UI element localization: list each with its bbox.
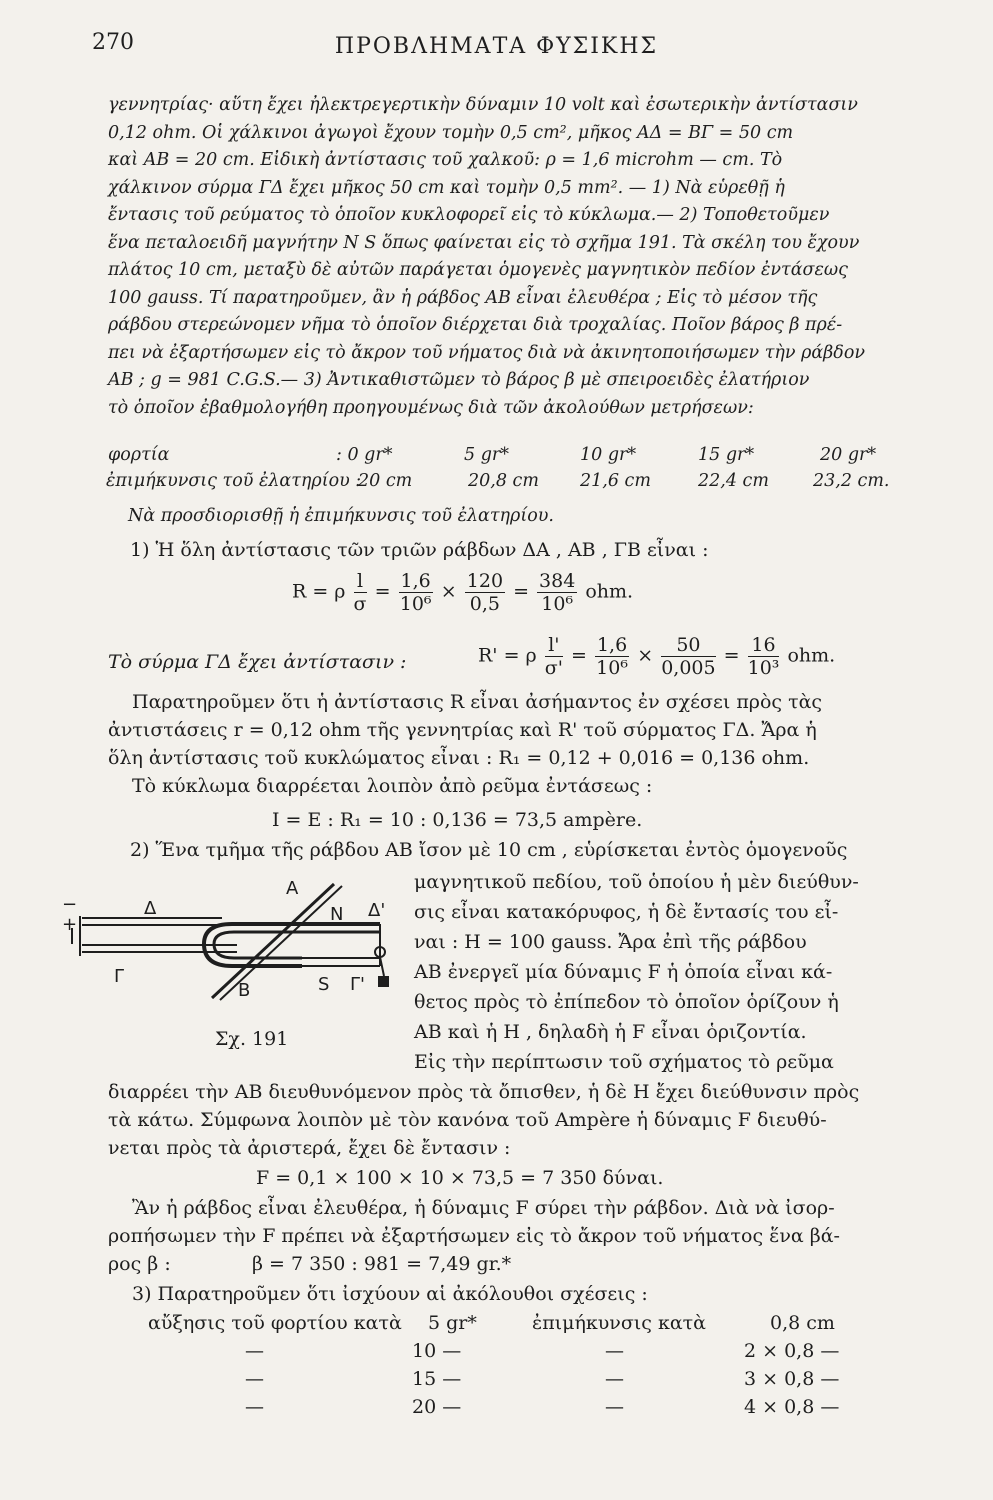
relation-extension: 4 × 0,8 —	[744, 1396, 840, 1418]
equals-sign: =	[513, 580, 529, 603]
running-title: ΠΡΟΒΛΗΜΑΤΑ ΦΥΣΙΚΗΣ	[334, 34, 659, 59]
equation-total-resistance	[292, 570, 633, 615]
relation-load: 5 gr*	[428, 1312, 477, 1334]
extension-label: ἐπιμήκυνσις τοῦ ἐλατηρίου :	[106, 471, 362, 491]
equation-current: I = E : R₁ = 10 : 0,136 = 73,5 ampère.	[272, 809, 643, 831]
label-plus: +	[62, 914, 78, 935]
part2-line: διαρρέει τὴν ΑΒ διευθυνόμενον πρὸς τὰ ὄπισθεν, ἡ δὲ Η ἔχει διεύθυνσιν πρὸς	[108, 1081, 860, 1103]
denominator: 10⁶	[541, 593, 574, 615]
equation-force: F = 0,1 × 100 × 10 × 73,5 = 7 350 δύναι.	[256, 1167, 664, 1189]
numerator: 50	[661, 634, 715, 657]
denominator: 0,005	[661, 657, 716, 679]
problem-line: ἔντασις τοῦ ρεύματος τὸ ὁποῖον κυκλοφορεῖ εἰς τὸ κύκλωμα.— 2) Τοποθετοῦμεν	[108, 205, 830, 225]
ditto-mark: —	[605, 1396, 624, 1418]
fraction	[399, 570, 433, 615]
problem-line: καὶ ΑΒ = 20 cm. Εἰδικὴ ἀντίστασις τοῦ χαλκοῦ: ρ = 1,6 microhm — cm. Τὸ	[108, 150, 783, 170]
denominator: σ	[353, 593, 367, 615]
fraction	[661, 634, 715, 679]
denominator: σ'	[544, 657, 563, 679]
measurement-table	[108, 443, 938, 499]
problem-line: 100 gauss. Τί παρατηροῦμεν, ἂν ἡ ράβδος ΑΒ εἶναι ἐλευθέρα ; Εἰς τὸ μέσον τῆς	[108, 287, 818, 308]
eq-lhs: R = ρ	[292, 580, 346, 603]
load-label: φορτία	[108, 445, 170, 465]
problem-closing	[128, 503, 958, 531]
problem-statement	[108, 92, 938, 422]
problem-line: ΑΒ ; g = 981 C.G.S.— 3) Ἀντικαθιστῶμεν τὸ βάρος β μὲ σπειροειδὲς ἐλατήριον	[108, 370, 810, 390]
load-value: 5 gr*	[464, 445, 510, 465]
problem-closing-text: Νὰ προσδιορισθῇ ἡ ἐπιμήκυνσις τοῦ ἐλατηρίου.	[128, 506, 554, 526]
load-increase-label: αὔξησις τοῦ φορτίου κατὰ	[148, 1312, 402, 1334]
label-g-prime: Γ'	[350, 974, 365, 995]
current-intro: Τὸ κύκλωμα διαρρέεται λοιπὸν ἀπὸ ρεῦμα ἐντάσεως :	[132, 775, 653, 797]
problem-line: ράβδου στερεώνομεν νῆμα τὸ ὁποῖον διέρχεται διὰ τροχαλίας. Ποῖον βάρος β πρέ-	[108, 315, 843, 335]
load-value: 20 gr*	[820, 445, 877, 465]
side-text-line: ναι : H = 100 gauss. Ἄρα ἐπὶ τῆς ράβδου	[414, 931, 807, 953]
label-n: N	[330, 904, 344, 925]
problem-line: γεννητρίας· αὕτη ἔχει ἠλεκτρεγερτικὴν δύναμιν 10 volt καὶ ἐσωτερικὴν ἀντίστασιν	[108, 95, 858, 115]
fraction	[595, 634, 629, 679]
fraction	[545, 634, 563, 679]
side-text-line: θετος πρὸς τὸ ἐπίπεδον τὸ ὁποῖον ὁρίζουν ἡ	[414, 991, 839, 1013]
side-text-line: ΑΒ καὶ ἡ Η , δηλαδὴ ἡ F εἶναι ὁριζοντία.	[414, 1021, 807, 1043]
ditto-mark: —	[245, 1340, 264, 1362]
fraction	[465, 570, 505, 615]
relation-load: 15 —	[412, 1368, 462, 1390]
ditto-mark: —	[245, 1368, 264, 1390]
free-rod-line: Ἂν ἡ ράβδος εἶναι ἐλευθέρα, ἡ δύναμις F σύρει τὴν ράβδον. Διὰ νὰ ἰσορ-	[132, 1197, 835, 1219]
rod-ab	[212, 884, 334, 998]
equals-sign: =	[723, 644, 740, 667]
label-a: A	[286, 878, 299, 899]
label-d-prime: Δ'	[368, 900, 386, 921]
free-rod-line: ροπήσωμεν τὴν F πρέπει νὰ ἐξαρτήσωμεν εἰς τὸ ἄκρον τοῦ νήματος ἕνα βά-	[108, 1225, 840, 1247]
string	[380, 957, 384, 976]
numerator: l	[354, 570, 367, 593]
numerator: 120	[466, 570, 504, 592]
numerator: l'	[545, 634, 563, 657]
problem-line: πει νὰ ἐξαρτήσωμεν εἰς τὸ ἄκρον τοῦ νήματος διὰ νὰ ἀκινητοποιήσωμεν τὴν ράβδον	[108, 342, 866, 363]
figure-191-diagram	[62, 872, 402, 1002]
unit: ohm.	[585, 580, 634, 603]
solution-part1-intro: 1) Ἡ ὅλη ἀντίστασις τῶν τριῶν ράβδων ΔΑ , ΑΒ , ΓΒ εἶναι :	[130, 539, 709, 561]
extension-value: 20 cm	[358, 471, 413, 491]
relation-extension: 2 × 0,8 —	[744, 1340, 840, 1362]
numerator: 16	[748, 634, 780, 657]
problem-line: ἕνα πεταλοειδῆ μαγνήτην N S ὅπως φαίνεται εἰς τὸ σχῆμα 191. Τὰ σκέλη του ἔχουν	[108, 232, 860, 253]
extension-value: 20,8 cm	[468, 471, 539, 491]
observation-line: ἀντιστάσεις r = 0,12 ohm τῆς γεννητρίας καὶ R' τοῦ σύρματος ΓΔ. Ἄρα ἡ	[108, 719, 817, 741]
fraction	[537, 570, 577, 615]
problem-line: χάλκινον σύρμα ΓΔ ἔχει μῆκος 50 cm καὶ τομὴν 0,5 mm². — 1) Νὰ εὑρεθῇ ἡ	[108, 177, 785, 198]
label-s: S	[318, 974, 330, 995]
numerator: 1,6	[596, 634, 628, 656]
relation-load: 20 —	[412, 1396, 462, 1418]
relation-load: 10 —	[412, 1340, 462, 1362]
denominator: 0,5	[469, 593, 500, 615]
unit: ohm.	[787, 644, 836, 667]
times-sign: ×	[637, 644, 654, 667]
fraction	[354, 570, 367, 615]
relation-extension: 0,8 cm	[770, 1312, 835, 1334]
problem-line: πλάτος 10 cm, μεταξὺ δὲ αὐτῶν παράγεται ὁμογενὲς μαγνητικὸν πεδίον ἐντάσεως	[108, 260, 848, 280]
extension-label: ἐπιμήκυνσις κατὰ	[532, 1312, 706, 1334]
equation-wire-resistance	[478, 634, 835, 679]
figure-caption: Σχ. 191	[215, 1028, 289, 1050]
times-sign: ×	[440, 580, 457, 603]
problem-line: τὸ ὁποῖον ἐβαθμολογήθη προηγουμένως διὰ τῶν ἀκολούθων μετρήσεων:	[108, 397, 754, 418]
ditto-mark: —	[605, 1368, 624, 1390]
label-g: Γ	[114, 966, 125, 987]
numerator: 1,6	[400, 570, 431, 592]
denominator: 10⁶	[596, 657, 628, 679]
label-minus: −	[62, 894, 78, 915]
eq-lhs: R' = ρ	[478, 644, 537, 667]
equals-sign: =	[374, 580, 391, 603]
load-value: 10 gr*	[580, 445, 637, 465]
extension-value: 23,2 cm.	[813, 471, 890, 491]
solution-part2-intro: 2) Ἕνα τμῆμα τῆς ράβδου ΑΒ ἴσον μὲ 10 cm , εὑρίσκεται ἐντὸς ὁμογενοῦς	[130, 839, 848, 861]
part2-line: νεται πρὸς τὰ ἀριστερά, ἔχει δὲ ἔντασιν :	[108, 1137, 511, 1159]
denominator: 10⁶	[399, 593, 432, 615]
side-text-line: ΑΒ ἐνεργεῖ μία δύναμις F ἡ ὁποία εἶναι κά-	[414, 961, 833, 983]
weight-label: ρος β :	[108, 1253, 171, 1275]
load-value: 15 gr*	[698, 445, 755, 465]
label-d: Δ	[144, 898, 157, 919]
problem-line: 0,12 ohm. Οἱ χάλκινοι ἀγωγοὶ ἔχουν τομὴν 0,5 cm², μῆκος ΑΔ = ΒΓ = 50 cm	[108, 122, 794, 143]
label-b: B	[238, 980, 251, 1001]
numerator: 384	[539, 570, 576, 592]
ditto-mark: —	[605, 1340, 624, 1362]
extension-value: 22,4 cm	[698, 471, 769, 491]
observation-line: ὅλη ἀντίστασις τοῦ κυκλώματος εἶναι : R₁ = 0,12 + 0,016 = 0,136 ohm.	[108, 747, 810, 769]
load-value: : 0 gr*	[336, 445, 393, 465]
side-text-line: Εἰς τὴν περίπτωσιν τοῦ σχήματος τὸ ρεῦμα	[414, 1051, 834, 1073]
relation-extension: 3 × 0,8 —	[744, 1368, 840, 1390]
solution-part3-intro: 3) Παρατηροῦμεν ὅτι ἰσχύουν αἱ ἀκόλουθοι σχέσεις :	[132, 1283, 648, 1305]
side-text-line: μαγνητικοῦ πεδίου, τοῦ ὁποίου ἡ μὲν διεύθυν-	[414, 871, 859, 893]
equation-weight: β = 7 350 : 981 = 7,49 gr.*	[252, 1253, 512, 1275]
fraction	[748, 634, 780, 679]
extension-value: 21,6 cm	[580, 471, 651, 491]
wire-resistance-label: Τὸ σύρμα ΓΔ ἔχει ἀντίστασιν :	[108, 651, 407, 673]
observation-line: Παρατηροῦμεν ὅτι ἡ ἀντίστασις R εἶναι ἀσήμαντος ἐν σχέσει πρὸς τὰς	[132, 691, 823, 713]
ditto-mark: —	[245, 1396, 264, 1418]
equals-sign: =	[571, 644, 587, 667]
weight-icon	[378, 976, 389, 987]
denominator: 10³	[747, 657, 780, 679]
side-text-line: σις εἶναι κατακόρυφος, ἡ δὲ ἔντασίς του εἶ-	[414, 901, 839, 923]
part2-line: τὰ κάτω. Σύμφωνα λοιπὸν μὲ τὸν κανόνα τοῦ Ampère ἡ δύναμις F διευθύ-	[108, 1109, 827, 1131]
page-number: 270	[92, 30, 134, 55]
